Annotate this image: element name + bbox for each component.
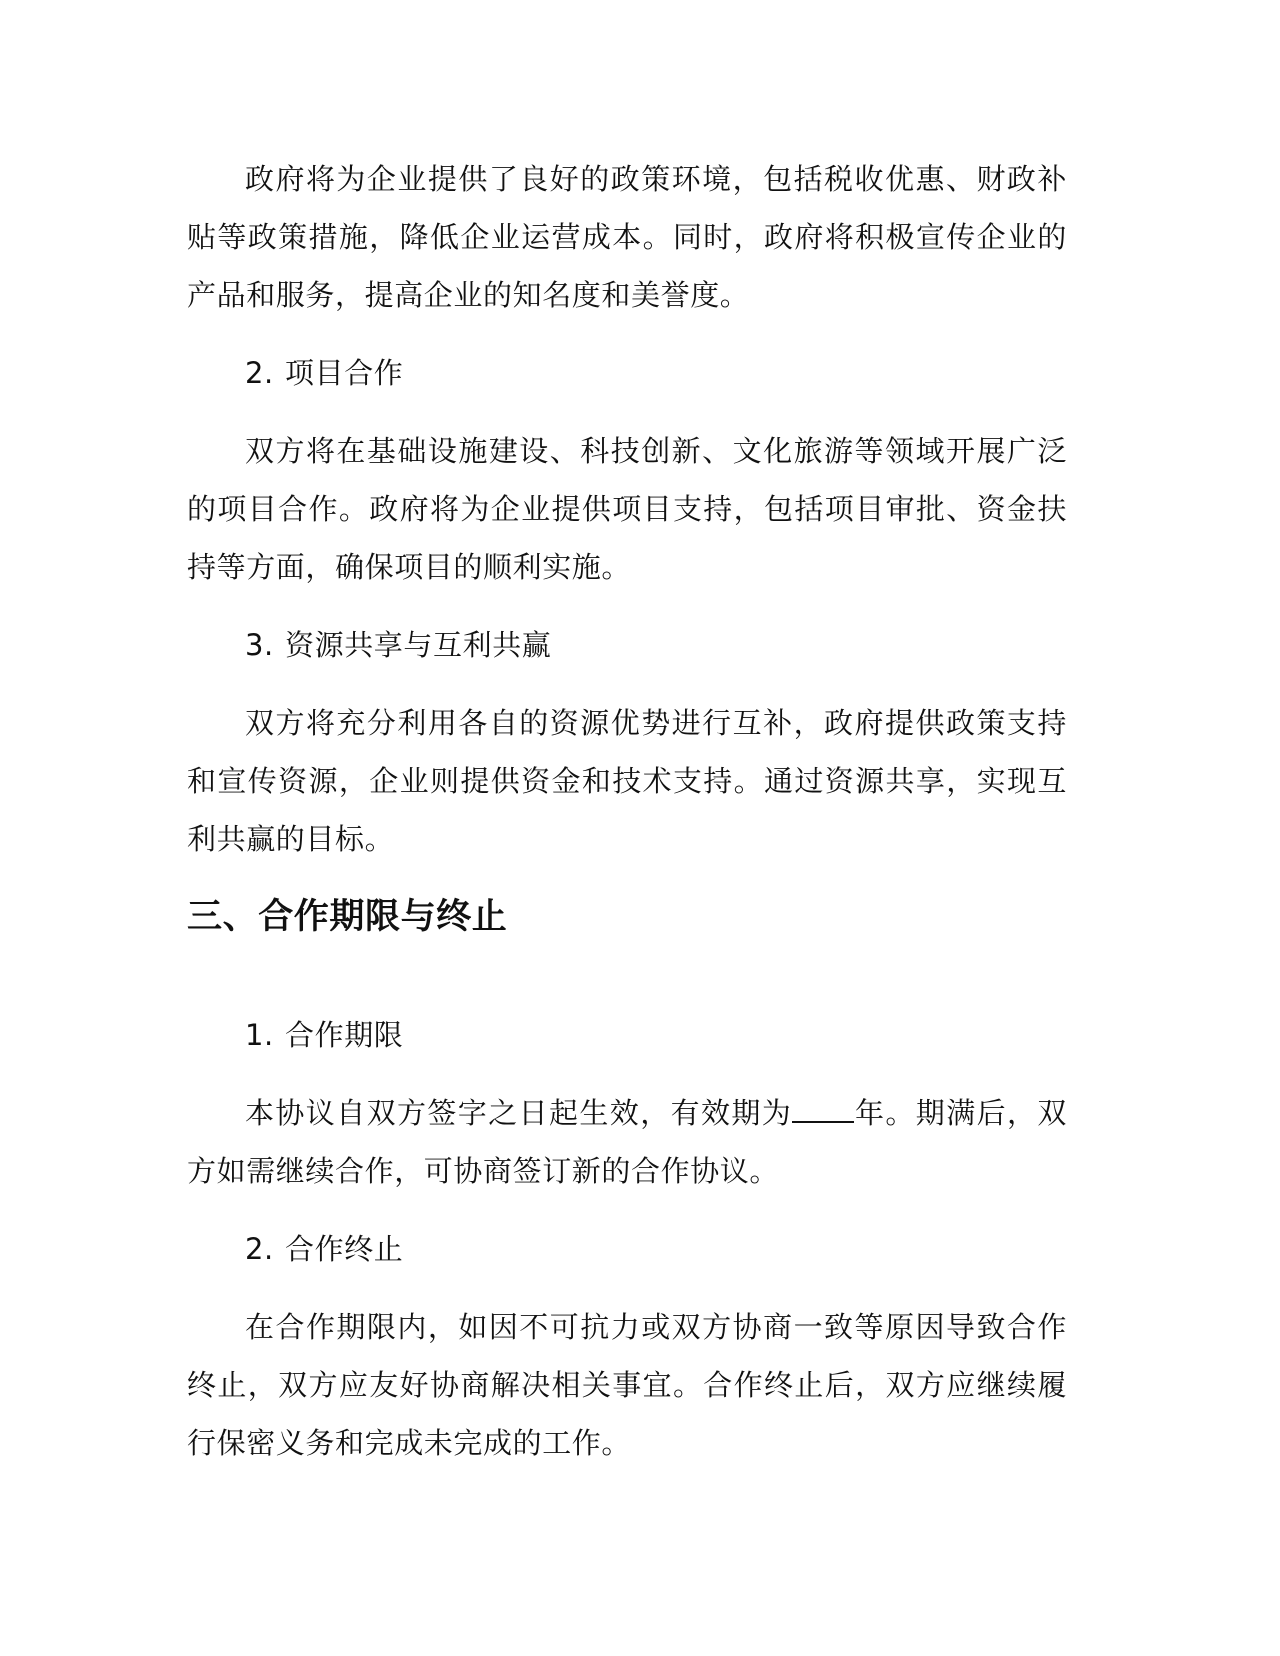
- subheading-cooperation-termination: [187, 1220, 1067, 1278]
- paragraph-project-cooperation: 双方将在基础设施建设、科技创新、文化旅游等领域开展广泛的项目合作。政府将为企业提供项目支持，包括项目审批、资金扶持等方面，确保项目的顺利实施。: [187, 434, 1067, 584]
- subheading-title: 资源共享与互利共赢: [285, 628, 552, 662]
- paragraph-resource-sharing: 双方将充分利用各自的资源优势进行互补，政府提供政策支持和宣传资源，企业则提供资金和技术支持。通过资源共享，实现互利共赢的目标。: [187, 706, 1067, 856]
- subheading-title: 合作终止: [285, 1232, 404, 1266]
- paragraph-cooperation-termination: 在合作期限内，如因不可抗力或双方协商一致等原因导致合作终止，双方应友好协商解决相关事宜。合作终止后，双方应继续履行保密义务和完成未完成的工作。: [187, 1310, 1067, 1460]
- section-heading-term-and-termination: 三、合作期限与终止: [187, 897, 508, 937]
- paragraph-cooperation-term: [187, 1084, 1067, 1200]
- subheading-project-cooperation: [187, 344, 1067, 402]
- subheading-number: 1.: [245, 1018, 274, 1052]
- subheading-title: 合作期限: [285, 1018, 404, 1052]
- subheading-resource-sharing: [187, 616, 1067, 674]
- subheading-cooperation-term: [187, 1006, 1067, 1064]
- term-text-before-blank: 本协议自双方签字之日起生效，有效期为: [245, 1096, 793, 1130]
- subheading-number: 2.: [245, 356, 274, 390]
- fill-in-blank-years: [792, 1095, 854, 1123]
- subheading-title: 项目合作: [285, 356, 404, 390]
- document-body: [187, 150, 1067, 1492]
- term-text-after-blank: 年。期满后，双方如需继续合作，可协商签订新的合作协议。: [187, 1096, 1067, 1188]
- paragraph-policy-environment: 政府将为企业提供了良好的政策环境，包括税收优惠、财政补贴等政策措施，降低企业运营成本。同时，政府将积极宣传企业的产品和服务，提高企业的知名度和美誉度。: [187, 162, 1067, 312]
- subheading-number: 2.: [245, 1232, 274, 1266]
- subheading-number: 3.: [245, 628, 274, 662]
